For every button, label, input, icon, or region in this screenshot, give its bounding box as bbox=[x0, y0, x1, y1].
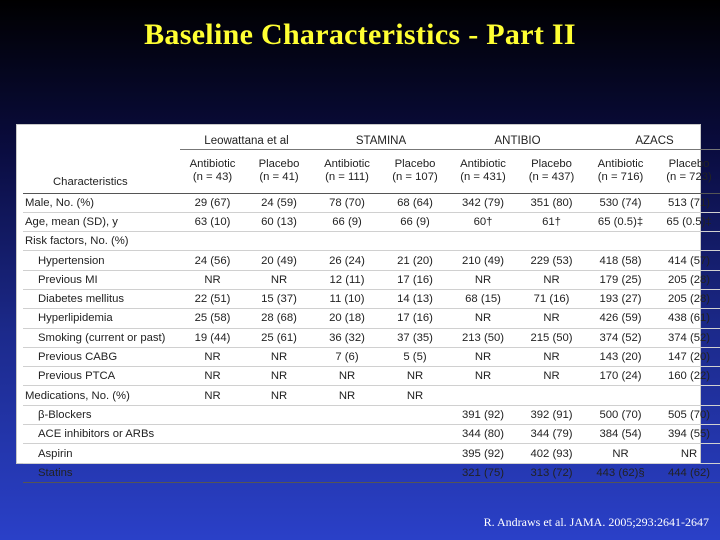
table-cell bbox=[586, 232, 655, 251]
table-cell: 384 (54) bbox=[599, 428, 642, 441]
table-cell bbox=[245, 425, 313, 444]
table-cell: 147 (20) bbox=[667, 351, 711, 364]
row-label: Previous PTCA bbox=[38, 370, 116, 383]
row-label: Previous CABG bbox=[38, 351, 118, 364]
table-cell: NR bbox=[543, 370, 560, 383]
column-header bbox=[586, 150, 655, 194]
table-cell: NR bbox=[543, 273, 560, 286]
table-cell: 22 (51) bbox=[194, 293, 231, 306]
table-cell: NR bbox=[204, 389, 221, 402]
table-cell: NR bbox=[612, 447, 629, 460]
column-header-row bbox=[23, 150, 720, 194]
table-cell: 17 (16) bbox=[397, 273, 433, 286]
table-cell: 21 (20) bbox=[397, 254, 433, 267]
table-cell: NR bbox=[474, 351, 492, 364]
table-cell: 374 (52) bbox=[667, 331, 711, 344]
baseline-table-panel bbox=[16, 124, 712, 479]
table-cell bbox=[517, 386, 586, 405]
table-cell: 24 (59) bbox=[261, 196, 297, 209]
table-cell bbox=[313, 444, 381, 463]
table-cell: NR bbox=[474, 273, 492, 286]
table-cell: 60† bbox=[473, 215, 493, 228]
table-row bbox=[23, 232, 720, 251]
table-cell: 65 (0.5)‡ bbox=[597, 215, 644, 228]
table-cell: 14 (13) bbox=[397, 293, 433, 306]
arm-label: Antibiotic bbox=[324, 158, 370, 171]
table-row bbox=[23, 289, 720, 308]
table-row bbox=[23, 405, 720, 424]
table-cell: 17 (16) bbox=[397, 312, 433, 325]
table-cell: 344 (80) bbox=[461, 428, 505, 441]
arm-label: Antibiotic bbox=[189, 158, 236, 171]
table-cell: 5 (5) bbox=[403, 351, 427, 364]
table-row bbox=[23, 386, 720, 405]
baseline-characteristics-table bbox=[23, 127, 720, 483]
table-cell: 205 (28) bbox=[667, 273, 711, 286]
table-body bbox=[23, 193, 720, 482]
arm-label: Placebo bbox=[258, 158, 300, 171]
table-cell bbox=[655, 232, 720, 251]
table-cell: 402 (93) bbox=[530, 447, 573, 460]
table-cell: 179 (25) bbox=[599, 273, 642, 286]
table-cell bbox=[586, 386, 655, 405]
table-cell: 351 (80) bbox=[530, 196, 573, 209]
table-row bbox=[23, 463, 720, 482]
table-cell bbox=[180, 444, 245, 463]
table-cell: 210 (49) bbox=[461, 254, 505, 267]
arm-n: (n = 41) bbox=[259, 171, 299, 184]
row-label: Hyperlipidemia bbox=[38, 312, 113, 325]
table-cell: 215 (50) bbox=[530, 331, 573, 344]
row-label: Age, mean (SD), y bbox=[25, 215, 118, 228]
table-cell: 20 (18) bbox=[329, 312, 365, 325]
table-cell: 78 (70) bbox=[329, 196, 365, 209]
table-cell: 29 (67) bbox=[194, 196, 231, 209]
table-cell: NR bbox=[680, 447, 698, 460]
group-header: ANTIBIO bbox=[449, 127, 586, 150]
table-cell bbox=[180, 463, 245, 482]
table-cell: 392 (91) bbox=[530, 408, 573, 421]
table-cell: 160 (22) bbox=[667, 370, 711, 383]
table-cell: NR bbox=[406, 370, 424, 383]
table-cell: NR bbox=[543, 351, 560, 364]
table-cell: NR bbox=[474, 370, 492, 383]
table-cell: 7 (6) bbox=[335, 351, 359, 364]
table-cell: 65 (0.5)‡ bbox=[666, 215, 712, 228]
group-header: STAMINA bbox=[313, 127, 449, 150]
table-row bbox=[23, 347, 720, 366]
row-label: Diabetes mellitus bbox=[38, 293, 125, 306]
table-cell: NR bbox=[270, 273, 288, 286]
table-cell bbox=[449, 386, 517, 405]
table-cell: 11 (10) bbox=[329, 293, 365, 306]
table-cell: 414 (57) bbox=[667, 254, 711, 267]
table-cell: 60 (13) bbox=[261, 215, 297, 228]
table-cell bbox=[245, 232, 313, 251]
table-cell: NR bbox=[474, 312, 492, 325]
table-cell bbox=[245, 444, 313, 463]
column-header bbox=[655, 150, 720, 194]
row-label: β-Blockers bbox=[38, 408, 92, 421]
table-cell: 143 (20) bbox=[599, 351, 642, 364]
row-label: Medications, No. (%) bbox=[25, 389, 130, 402]
table-cell: NR bbox=[204, 351, 221, 364]
table-cell: 193 (27) bbox=[599, 293, 642, 306]
table-cell: NR bbox=[270, 389, 288, 402]
table-cell: 12 (11) bbox=[329, 273, 365, 286]
table-cell: NR bbox=[338, 389, 356, 402]
table-cell bbox=[180, 405, 245, 424]
table-cell: 66 (9) bbox=[400, 215, 430, 228]
row-label: Risk factors, No. (%) bbox=[25, 235, 129, 248]
table-cell: 342 (79) bbox=[461, 196, 505, 209]
table-cell: 15 (37) bbox=[261, 293, 297, 306]
table-cell: 530 (74) bbox=[599, 196, 642, 209]
citation: R. Andraws et al. JAMA. 2005;293:2641-2647 bbox=[483, 515, 709, 529]
table-cell: 395 (92) bbox=[461, 447, 505, 460]
row-label: Male, No. (%) bbox=[25, 196, 95, 209]
arm-n: (n = 431) bbox=[460, 171, 506, 184]
table-cell bbox=[313, 232, 381, 251]
table-cell: NR bbox=[543, 312, 560, 325]
column-header bbox=[517, 150, 586, 194]
table-cell: 24 (56) bbox=[194, 254, 231, 267]
table-cell: 71 (16) bbox=[533, 293, 570, 306]
table-cell bbox=[245, 405, 313, 424]
table-cell: NR bbox=[270, 370, 288, 383]
table-cell: 321 (75) bbox=[461, 466, 505, 479]
table-cell: 68 (64) bbox=[397, 196, 433, 209]
table-cell: 37 (35) bbox=[397, 331, 433, 344]
group-header: Leowattana et al bbox=[180, 127, 313, 150]
column-header bbox=[313, 150, 381, 194]
table-cell: 68 (15) bbox=[465, 293, 501, 306]
table-row bbox=[23, 309, 720, 328]
table-cell: 394 (55) bbox=[667, 428, 711, 441]
characteristics-header: Characteristics bbox=[53, 175, 128, 188]
arm-n: (n = 107) bbox=[392, 171, 438, 184]
table-cell: 36 (32) bbox=[329, 331, 365, 344]
table-cell bbox=[449, 232, 517, 251]
row-label: Aspirin bbox=[38, 447, 73, 460]
arm-n: (n = 43) bbox=[192, 171, 233, 184]
column-header bbox=[180, 150, 245, 194]
table-cell: 505 (70) bbox=[667, 408, 711, 421]
table-cell bbox=[381, 232, 449, 251]
table-cell: 500 (70) bbox=[599, 408, 642, 421]
arm-n: (n = 723) bbox=[666, 171, 712, 184]
row-label: Hypertension bbox=[38, 254, 105, 267]
arm-label: Placebo bbox=[668, 158, 710, 171]
table-cell: 20 (49) bbox=[261, 254, 297, 267]
arm-n: (n = 111) bbox=[325, 171, 369, 184]
arm-label: Antibiotic bbox=[460, 158, 506, 171]
table-cell bbox=[655, 386, 720, 405]
column-header bbox=[381, 150, 449, 194]
table-cell: 213 (50) bbox=[461, 331, 505, 344]
table-row bbox=[23, 425, 720, 444]
row-label: Statins bbox=[38, 466, 73, 479]
table-cell bbox=[313, 405, 381, 424]
table-cell: NR bbox=[270, 351, 288, 364]
table-cell bbox=[381, 425, 449, 444]
table-cell: NR bbox=[406, 389, 424, 402]
table-cell bbox=[180, 232, 245, 251]
table-cell bbox=[313, 425, 381, 444]
table-row bbox=[23, 444, 720, 463]
table-cell: 444 (62) bbox=[667, 466, 711, 479]
row-label: Previous MI bbox=[38, 273, 98, 286]
table-cell: NR bbox=[204, 273, 221, 286]
table-cell: 438 (61) bbox=[667, 312, 711, 325]
table-cell: 513 (71) bbox=[667, 196, 711, 209]
table-cell bbox=[381, 463, 449, 482]
arm-n: (n = 437) bbox=[528, 171, 575, 184]
table-cell: 344 (79) bbox=[530, 428, 573, 441]
table-cell bbox=[381, 405, 449, 424]
table-cell: 25 (61) bbox=[261, 331, 297, 344]
table-row bbox=[23, 212, 720, 231]
table-cell: 170 (24) bbox=[599, 370, 642, 383]
table-cell: 418 (58) bbox=[599, 254, 642, 267]
slide-title: Baseline Characteristics - Part II bbox=[144, 18, 576, 51]
table-cell bbox=[180, 425, 245, 444]
table-cell: 61† bbox=[542, 215, 561, 228]
study-group-row bbox=[23, 127, 720, 150]
table-cell bbox=[313, 463, 381, 482]
table-cell bbox=[517, 232, 586, 251]
table-row bbox=[23, 251, 720, 270]
table-cell: 205 (28) bbox=[667, 293, 711, 306]
table-cell: 66 (9) bbox=[332, 215, 362, 228]
table-cell: 426 (59) bbox=[599, 312, 642, 325]
table-cell: 28 (68) bbox=[261, 312, 297, 325]
table-cell: 313 (72) bbox=[530, 466, 573, 479]
table-cell bbox=[245, 463, 313, 482]
table-cell: 25 (58) bbox=[194, 312, 231, 325]
table-cell: NR bbox=[338, 370, 356, 383]
arm-n: (n = 716) bbox=[597, 171, 644, 184]
table-row bbox=[23, 328, 720, 347]
table-row bbox=[23, 193, 720, 212]
table-cell bbox=[381, 444, 449, 463]
arm-label: Placebo bbox=[531, 158, 572, 171]
table-cell: NR bbox=[204, 370, 221, 383]
group-header: AZACS bbox=[586, 127, 720, 150]
row-label: ACE inhibitors or ARBs bbox=[38, 428, 155, 441]
table-cell: 26 (24) bbox=[329, 254, 365, 267]
arm-label: Antibiotic bbox=[597, 158, 644, 171]
table-cell: 229 (53) bbox=[530, 254, 573, 267]
table-cell: 374 (52) bbox=[599, 331, 642, 344]
column-header bbox=[245, 150, 313, 194]
table-row bbox=[23, 270, 720, 289]
table-row bbox=[23, 367, 720, 386]
table-cell: 63 (10) bbox=[194, 215, 231, 228]
table-cell: 391 (92) bbox=[461, 408, 505, 421]
table-cell: 443 (62)§ bbox=[596, 466, 645, 479]
row-label: Smoking (current or past) bbox=[38, 331, 166, 344]
column-header bbox=[449, 150, 517, 194]
table-cell: 19 (44) bbox=[194, 331, 231, 344]
arm-label: Placebo bbox=[394, 158, 436, 171]
